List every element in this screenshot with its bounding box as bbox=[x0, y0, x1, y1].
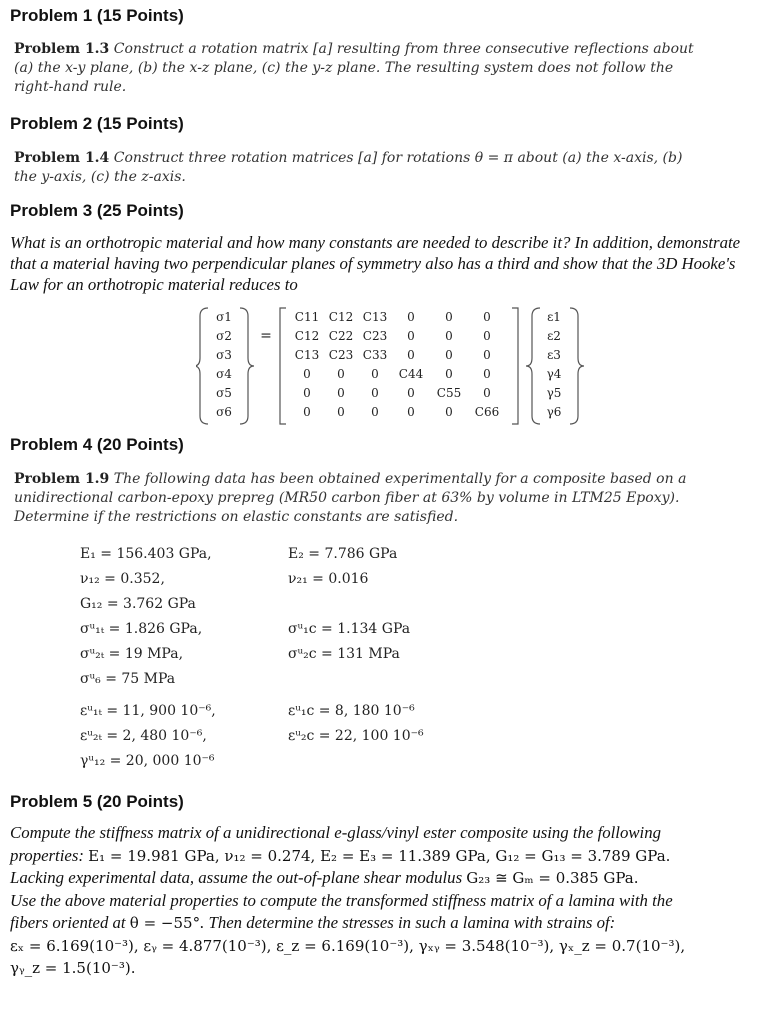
matrix-cell: 0 bbox=[407, 329, 415, 343]
matrix-cell: 0 bbox=[483, 348, 491, 362]
problem-5-line-1: Compute the stiffness matrix of a unidirectional e-glass/vinyl ester composite using the following bbox=[10, 823, 661, 842]
problem-5-line-2-text: properties: bbox=[10, 845, 89, 865]
stress-6: σ6 bbox=[216, 405, 232, 419]
hookes-law-matrix-equation bbox=[196, 306, 586, 426]
problem-5-heading: Problem 5 (20 Points) bbox=[10, 792, 184, 811]
matrix-cell: 0 bbox=[483, 367, 491, 381]
matrix-cell: C22 bbox=[328, 329, 354, 343]
matrix-cell: 0 bbox=[407, 310, 415, 324]
problem-5-shear-modulus: G₂₃ ≅ Gₘ = 0.385 GPa. bbox=[466, 869, 639, 887]
matrix-cell: 0 bbox=[303, 386, 311, 400]
matrix-cell: 0 bbox=[445, 329, 453, 343]
matrix-cell: C12 bbox=[294, 329, 320, 343]
matrix-cell: C11 bbox=[294, 310, 320, 324]
data-sigma-6: σᵘ₆ = 75 MPa bbox=[80, 671, 176, 687]
matrix-cell: C33 bbox=[362, 348, 388, 362]
data-sigma-1c: σᵘ₁c = 1.134 GPa bbox=[288, 621, 411, 637]
data-eps-1t: εᵘ₁ₜ = 11, 900 10⁻⁶, bbox=[80, 703, 216, 719]
matrix-cell: C66 bbox=[474, 405, 500, 419]
matrix-cell: 0 bbox=[445, 310, 453, 324]
stress-4: σ4 bbox=[216, 367, 232, 381]
problem-5-line-5-text: fibers oriented at bbox=[10, 913, 130, 932]
matrix-cell: 0 bbox=[407, 348, 415, 362]
matrix-cell: 0 bbox=[483, 329, 491, 343]
matrix-cell: 0 bbox=[483, 310, 491, 324]
matrix-cell: C23 bbox=[328, 348, 354, 362]
data-eps-2t: εᵘ₂ₜ = 2, 480 10⁻⁶, bbox=[80, 728, 207, 744]
matrix-cell: 0 bbox=[303, 405, 311, 419]
matrix-cell: 0 bbox=[371, 367, 379, 381]
matrix-cell: 0 bbox=[445, 348, 453, 362]
strain-1: ε1 bbox=[547, 310, 561, 324]
problem-5-body bbox=[10, 822, 758, 980]
stress-3: σ3 bbox=[216, 348, 232, 362]
matrix-cell: 0 bbox=[407, 405, 415, 419]
matrix-cell: 0 bbox=[407, 386, 415, 400]
problem-1-heading: Problem 1 (15 Points) bbox=[10, 6, 184, 25]
problem-1-lead: Problem 1.3 bbox=[14, 41, 110, 57]
problem-5-line-4: Use the above material properties to compute the transformed stiffness matrix of a lamina with the bbox=[10, 890, 673, 910]
problem-5-line-2 bbox=[10, 845, 758, 868]
problem-5-properties: E₁ = 19.981 GPa, ν₁₂ = 0.274, E₂ = E₃ = 11.389 GPa, G₁₂ = G₁₃ = 3.789 GPa. bbox=[88, 846, 671, 865]
matrix-cell: 0 bbox=[337, 367, 345, 381]
matrix-cell: C44 bbox=[398, 367, 424, 381]
problem-1-text: Construct a rotation matrix [a] resulting from three consecutive reflections about (a) the x-y plane, (b) the x-z plane, (c) the y-z plane. The resulting system does not follow the right-hand rule. bbox=[14, 41, 694, 95]
problem-4-lead: Problem 1.9 bbox=[14, 471, 110, 487]
strain-4: γ4 bbox=[546, 367, 562, 381]
matrix-cell: C23 bbox=[362, 329, 388, 343]
problem-3-text: What is an orthotropic material and how many constants are needed to describe it? In addition, demonstrate that a material having two perpendicular planes of symmetry also has a third and show that the 3D Hooke's Law for an orthotropic material reduces to bbox=[10, 233, 741, 294]
matrix-cell: C13 bbox=[294, 348, 320, 362]
data-eps-2c: εᵘ₂c = 22, 100 10⁻⁶ bbox=[288, 728, 424, 744]
data-nu12: ν₁₂ = 0.352, bbox=[80, 571, 165, 587]
problem-2-body bbox=[14, 149, 704, 187]
equals-sign: = bbox=[260, 328, 272, 344]
data-g12: G₁₂ = 3.762 GPa bbox=[80, 596, 196, 612]
problem-2-lead: Problem 1.4 bbox=[14, 150, 110, 166]
strain-2: ε2 bbox=[547, 329, 561, 343]
matrix-cell: 0 bbox=[371, 386, 379, 400]
matrix-cell: C55 bbox=[436, 386, 462, 400]
data-sigma-2c: σᵘ₂c = 131 MPa bbox=[288, 646, 400, 662]
matrix-cell: 0 bbox=[483, 386, 491, 400]
stress-5: σ5 bbox=[216, 386, 232, 400]
strain-5: γ5 bbox=[546, 386, 562, 400]
problem-4-heading: Problem 4 (20 Points) bbox=[10, 435, 184, 454]
problem-4-body bbox=[14, 470, 704, 527]
matrix-cell: 0 bbox=[445, 367, 453, 381]
problem-2-heading: Problem 2 (15 Points) bbox=[10, 114, 184, 133]
matrix-cell: 0 bbox=[303, 367, 311, 381]
problem-2-text: Construct three rotation matrices [a] for rotations θ = π about (a) the x-axis, (b) the y-axis, (c) the z-axis. bbox=[14, 150, 683, 185]
stress-2: σ2 bbox=[216, 329, 232, 343]
problem-1-body bbox=[14, 40, 704, 97]
problem-4-text: The following data has been obtained experimentally for a composite based on a unidirectional carbon-epoxy prepreg (MR50 carbon fiber at 63% by volume in LTM25 Epoxy). Determine if the restrictions on elastic constants are satisfied. bbox=[14, 471, 687, 525]
matrix-cell: 0 bbox=[337, 386, 345, 400]
problem-5-line-3-text: Lacking experimental data, assume the out-of-plane shear modulus bbox=[10, 868, 467, 887]
strain-6: γ6 bbox=[546, 405, 562, 419]
problem-5-strain-yz: γᵧ_z = 1.5(10⁻³). bbox=[10, 959, 136, 977]
problem-5-line-5 bbox=[10, 912, 758, 935]
problem-5-strains: εₓ = 6.169(10⁻³), εᵧ = 4.877(10⁻³), ε_z = 6.169(10⁻³), γₓᵧ = 3.548(10⁻³), γₓ_z = 0.7(10⁻³), bbox=[10, 936, 686, 955]
strain-3: ε3 bbox=[547, 348, 561, 362]
data-sigma-1t: σᵘ₁ₜ = 1.826 GPa, bbox=[80, 621, 203, 637]
matrix-cell: 0 bbox=[337, 405, 345, 419]
problem-5-line-5-rest: . Then determine the stresses in such a lamina with strains of: bbox=[200, 913, 616, 932]
data-e1: E₁ = 156.403 GPa, bbox=[80, 546, 212, 562]
problem-5-angle: θ = −55° bbox=[129, 914, 201, 932]
problem-5-line-3 bbox=[10, 867, 758, 890]
problem-3-heading: Problem 3 (25 Points) bbox=[10, 201, 184, 220]
stress-1: σ1 bbox=[216, 310, 232, 324]
matrix-cell: 0 bbox=[371, 405, 379, 419]
data-gamma-12: γᵘ₁₂ = 20, 000 10⁻⁶ bbox=[80, 753, 215, 769]
data-eps-1c: εᵘ₁c = 8, 180 10⁻⁶ bbox=[288, 703, 415, 719]
matrix-cell: 0 bbox=[445, 405, 453, 419]
matrix-cell: C13 bbox=[362, 310, 388, 324]
data-sigma-2t: σᵘ₂ₜ = 19 MPa, bbox=[80, 646, 184, 662]
data-e2: E₂ = 7.786 GPa bbox=[288, 546, 398, 562]
matrix-cell: C12 bbox=[328, 310, 354, 324]
data-nu21: ν₂₁ = 0.016 bbox=[288, 571, 369, 587]
